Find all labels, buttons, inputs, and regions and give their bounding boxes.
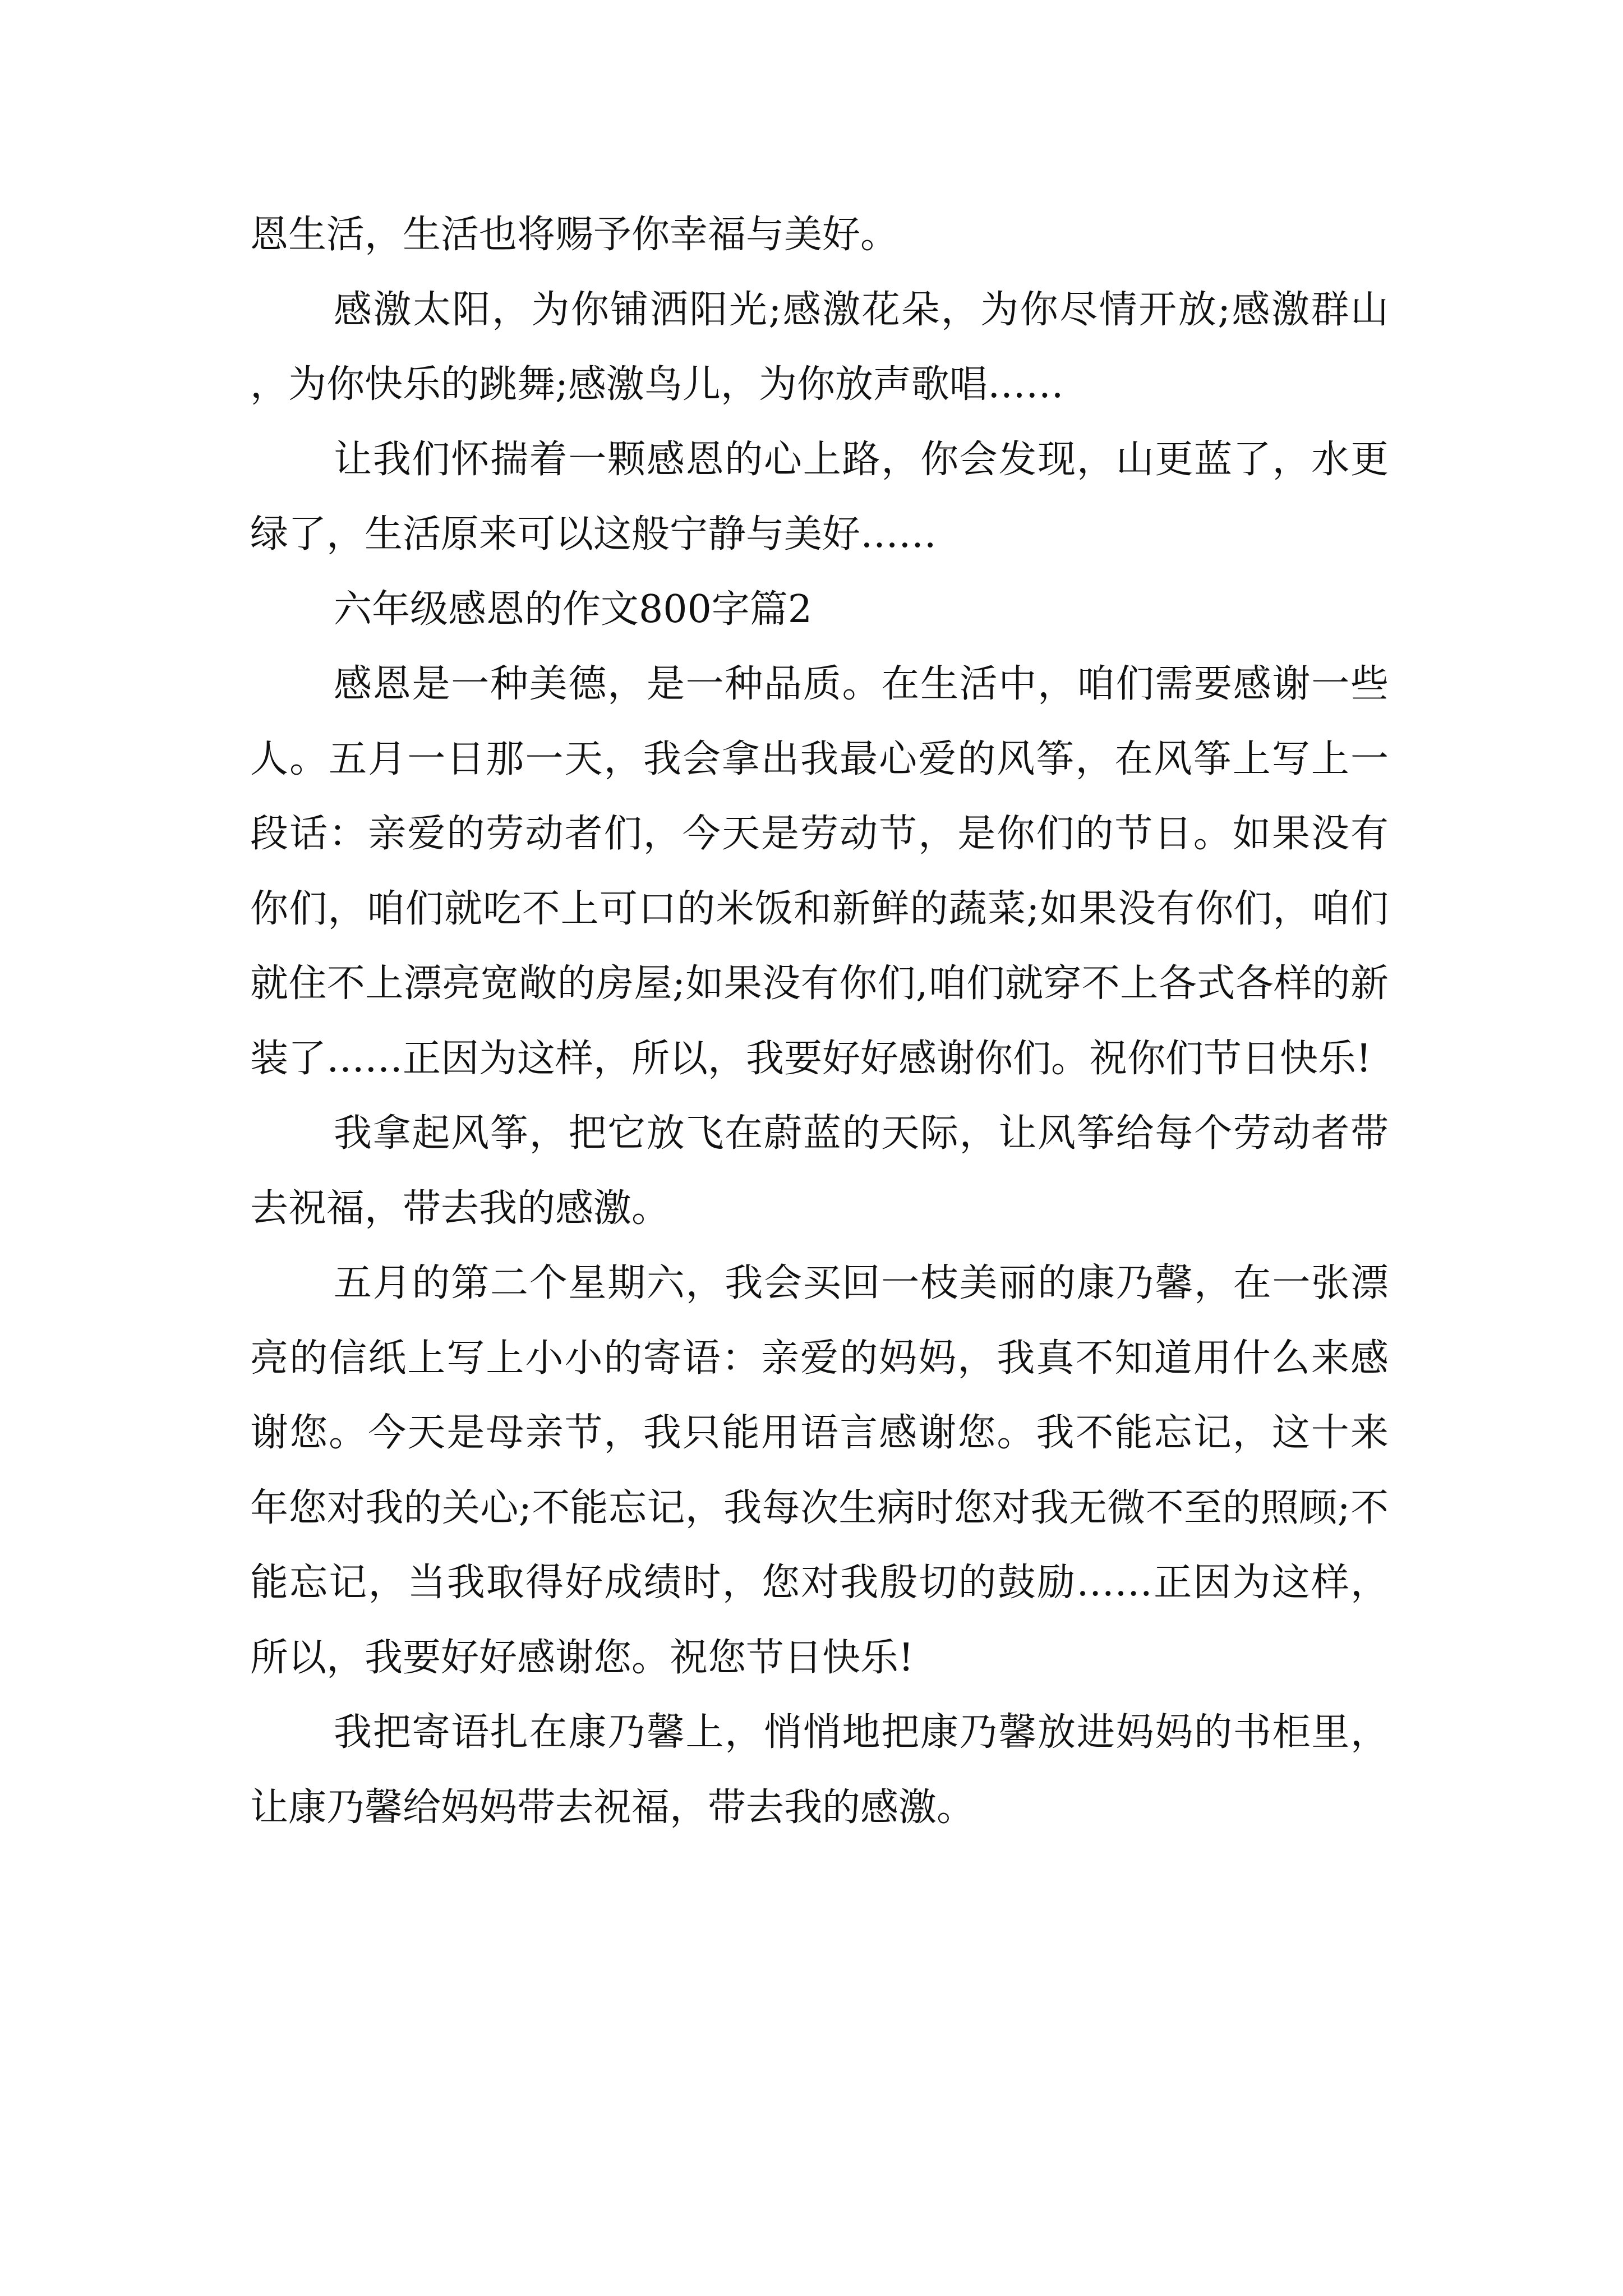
paragraph: 我拿起风筝，把它放飞在蔚蓝的天际，让风筝给每个劳动者带去祝福，带去我的感激。 bbox=[250, 1111, 1389, 1231]
paragraph: 我把寄语扎在康乃馨上，悄悄地把康乃馨放进妈妈的书柜里，让康乃馨给妈妈带去祝福，带去我的感激。 bbox=[250, 1710, 1389, 1830]
paragraph: 感恩是一种美德，是一种品质。在生活中，咱们需要感谢一些人。五月一日那一天，我会拿出我最心爱的风筝，在风筝上写上一段话：亲爱的劳动者们，今天是劳动节，是你们的节日。如果没有你们，咱们就吃不上可口的米饭和新鲜的蔬菜;如果没有你们，咱们就住不上漂亮宽敞的房屋;如果没有你们,咱们就穿不上各式各样的新装了……正因为这样，所以，我要好好感谢你们。祝你们节日快乐! bbox=[250, 662, 1389, 1081]
document-body bbox=[250, 197, 1389, 1845]
paragraph-continuation: 恩生活，生活也将赐予你幸福与美好。 bbox=[250, 213, 899, 257]
paragraph: 五月的第二个星期六，我会买回一枝美丽的康乃馨，在一张漂亮的信纸上写上小小的寄语：亲爱的妈妈，我真不知道用什么来感谢您。今天是母亲节，我只能用语言感谢您。我不能忘记，这十来年您对我的关心;不能忘记，我每次生病时您对我无微不至的照顾;不能忘记，当我取得好成绩时，您对我殷切的鼓励……正因为这样，所以，我要好好感谢您。祝您节日快乐! bbox=[250, 1261, 1389, 1680]
section-heading: 六年级感恩的作文800字篇2 bbox=[334, 587, 813, 632]
paragraph: 让我们怀揣着一颗感恩的心上路，你会发现，山更蓝了，水更绿了，生活原来可以这般宁静与美好…… bbox=[250, 437, 1389, 556]
paragraph: 感激太阳，为你铺洒阳光;感激花朵，为你尽情开放;感激群山，为你快乐的跳舞;感激鸟儿，为你放声歌唱…… bbox=[250, 287, 1389, 407]
